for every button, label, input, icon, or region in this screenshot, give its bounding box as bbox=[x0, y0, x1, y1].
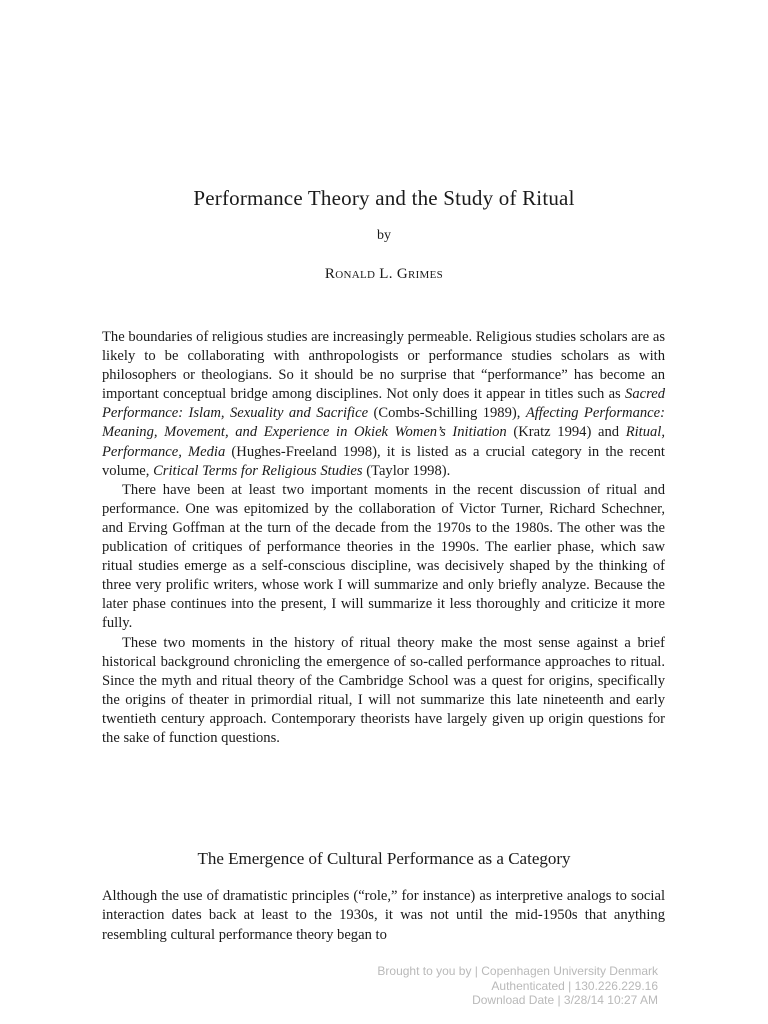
text-run: There have been at least two important moments in the recent discussion of ritual and performance. One was epitomized by the collaboration of Victor Turner, Richard Schechner, and Erving Goffman at the turn of the decade from the 1970s to the 1980s. The other was the publication of critiques of performance theories in the 1990s. The earlier phase, which saw ritual studies emerge as a self-conscious discipline, was decisively shaped by the thinking of three very prolific writers, whose work I will summarize and only briefly analyze. Because the later phase continues into the present, I will summarize it less thoroughly and criticize it more fully. bbox=[102, 481, 665, 632]
section-paragraph: Although the use of dramatistic principles (“role,” for instance) as interpretive analogs to social interaction dates back at least to the 1930s, it was not until the mid-1950s that anything resembling cultural performance theory began to bbox=[102, 888, 665, 943]
text-run: These two moments in the history of ritual theory make the most sense against a brief historical background chronicling the emergence of so-called performance approaches to ritual. Since the myth and ritual theory of the Cambridge School was a quest for origins, specifically the origins of theater in primordial ritual, I will not summarize this late nineteenth and early twentieth century approach. Contemporary theorists have largely given up origin questions for the sake of function questions. bbox=[102, 634, 665, 746]
text-run: The boundaries of religious studies are increasingly permeable. Religious studies scholars are as likely to be collaborating with anthropologists or performance studies scholars as with philosophers or theologians. So it should be no surprise that “performance” has become an important conceptual bridge among disciplines. Not only does it appear in titles such as bbox=[102, 329, 665, 403]
body-paragraph bbox=[102, 328, 665, 481]
section-body bbox=[102, 887, 665, 945]
section-heading: The Emergence of Cultural Performance as a Category bbox=[197, 849, 571, 868]
italic-title-reference: Critical Terms for Religious Studies bbox=[153, 462, 363, 479]
text-run: (Hughes-Freeland 1998), it is listed as a crucial category in the recent volume, bbox=[102, 443, 665, 479]
article-title: Performance Theory and the Study of Ritual bbox=[193, 186, 575, 210]
text-run: (Taylor 1998). bbox=[362, 462, 451, 479]
introduction-text bbox=[102, 328, 665, 748]
body-paragraph bbox=[102, 634, 665, 749]
italic-title-reference: Ritual, Performance, Media bbox=[102, 424, 666, 460]
italic-title-reference: Affecting Performance: Meaning, Movement, and Experience in Okiek Women’s Initiation bbox=[102, 405, 665, 441]
byline-by: by bbox=[377, 228, 391, 243]
watermark-line-institution: Brought to you by | Copenhagen University Denmark bbox=[377, 964, 658, 978]
italic-title-reference: Sacred Performance: Islam, Sexuality and Sacrifice bbox=[102, 386, 665, 422]
download-watermark bbox=[377, 964, 658, 1008]
watermark-line-date: Download Date | 3/28/14 10:27 AM bbox=[472, 993, 658, 1007]
text-run: (Combs-Schilling 1989), bbox=[368, 405, 526, 422]
author-name: Ronald L. Grimes bbox=[324, 266, 444, 282]
body-paragraph bbox=[102, 481, 665, 634]
text-run: (Kratz 1994) and bbox=[506, 424, 626, 441]
watermark-line-authenticated: Authenticated | 130.226.229.16 bbox=[491, 978, 658, 993]
